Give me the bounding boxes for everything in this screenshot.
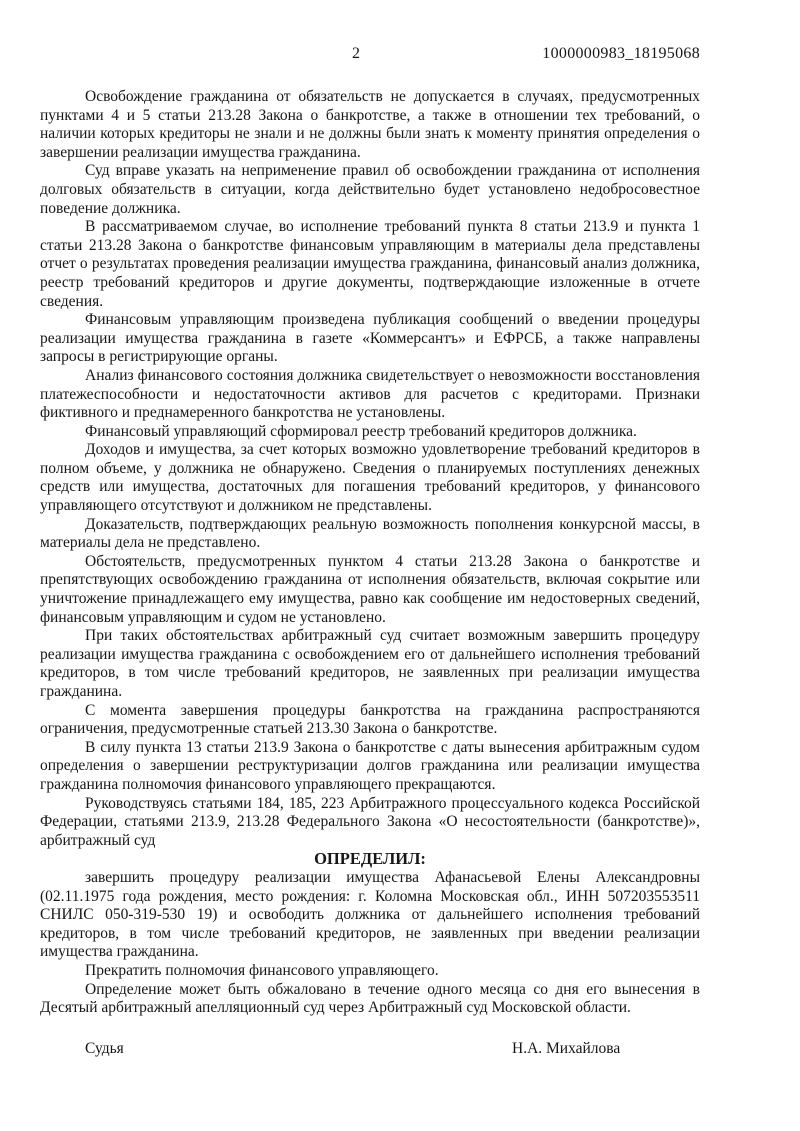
- paragraph-court-conclusion: При таких обстоятельствах арбитражный суд считает возможным завершить процедуру реализации имущества гражданина с освобождением его от дальнейшего исполнения требований кредиторов, в том числе требований кредиторов, не заявленных при реализации имущества гражданина.: [40, 627, 700, 700]
- paragraph-financial-analysis: Анализ финансового состояния должника свидетельствует о невозможности восстановления платежеспособности и недостаточности активов для расчетов с кредиторами. Признаки фиктивного и преднамеренного банкротства не установлены.: [40, 366, 700, 422]
- paragraph-no-obstacles: Обстоятельств, предусмотренных пунктом 4 статьи 213.28 Закона о банкротстве и препятствующих освобождению гражданина от исполнения обязательств, включая сокрытие или уничтожение принадлежащего ему имущества, равно как сообщение им недостоверных сведений, финансовым управляющим и судом не установлено.: [40, 552, 700, 626]
- ruling-heading: ОПРЕДЕЛИЛ:: [314, 849, 426, 869]
- ruling-paragraph-complete-procedure: завершить процедуру реализации имущества Афанасьевой Елены Александровны (02.11.1975 года рождения, место рождения: г. Коломна Московская обл., ИНН 507203553511 СНИЛС 050-319-530 19) и освободить должника от дальнейшего исполнения требований кредиторов, в том числе требований кредиторов, не заявленных при введении реализации имущества гражданина.: [40, 868, 700, 961]
- paragraph-court-right: Суд вправе указать на неприменение правил об освобождении гражданина от исполнения долговых обязательств в ситуации, когда действительно будет установлено недобросовестное поведение должника.: [40, 162, 700, 217]
- document-body: [40, 88, 700, 1060]
- paragraph-manager-termination-law: В силу пункта 13 статьи 213.9 Закона о банкротстве с даты вынесения арбитражным судом определения о завершении реструктуризации долгов гражданина или реализации имущества гражданина полномочия финансового управляющего прекращаются.: [40, 738, 700, 793]
- ruling-paragraph-terminate-manager: Прекратить полномочия финансового управляющего.: [85, 961, 439, 979]
- judge-name: Н.А. Михайлова: [512, 1039, 621, 1057]
- signature-row: [40, 1040, 700, 1060]
- paragraph-discharge-exceptions: Освобождение гражданина от обязательств не допускается в случаях, предусмотренных пунктами 4 и 5 статьи 213.28 Закона о банкротстве, а также в отношении тех требований, о наличии которых кредиторы не знали и не должны были знать к моменту принятия определения о завершении реализации имущества гражданина.: [40, 88, 700, 161]
- document-id: 1000000983_18195068: [542, 45, 700, 62]
- paragraph-no-evidence: Доказательств, подтверждающих реальную возможность пополнения конкурсной массы, в материалы дела не представлено.: [40, 515, 700, 552]
- judge-label: Судья: [85, 1039, 124, 1057]
- ruling-paragraph-appeal: Определение может быть обжаловано в течение одного месяца со дня его вынесения в Десятый арбитражный апелляционный суд через Арбитражный суд Московской области.: [40, 980, 700, 1017]
- paragraph-case-documents: В рассматриваемом случае, во исполнение требований пункта 8 статьи 213.9 и пункта 1 статьи 213.28 Закона о банкротстве финансовым управляющим в материалы дела представлены отчет о результатах проведения реализации имущества гражданина, финансовый анализ должника, реестр требований кредиторов и другие документы, подтверждающие изложенные в отчете сведения.: [40, 218, 700, 310]
- page-header: [0, 0, 800, 64]
- page-number: 2: [352, 45, 360, 62]
- paragraph-guided-by: Руководствуясь статьями 184, 185, 223 Арбитражного процессуального кодекса Российской Федерации, статьями 213.9, 213.28 Федерального Закона «О несостоятельности (банкротстве)», арбитражный суд: [40, 794, 700, 849]
- paragraph-creditor-register: Финансовый управляющий сформировал реестр требований кредиторов должника.: [85, 422, 637, 440]
- paragraph-no-assets: Доходов и имущества, за счет которых возможно удовлетворение требований кредиторов в полном объеме, у должника не обнаружено. Сведения о планируемых поступлениях денежных средств или имущества, достаточных для погашения требований кредиторов, у финансового управляющего отсутствуют и должником не представлены.: [40, 441, 700, 515]
- paragraph-publication: Финансовым управляющим произведена публикация сообщений о введении процедуры реализации имущества гражданина в газете «Коммерсантъ» и ЕФРСБ, а также направлены запросы в регистрирующие органы.: [40, 311, 700, 366]
- paragraph-restrictions: С момента завершения процедуры банкротства на гражданина распространяются ограничения, предусмотренные статьей 213.30 Закона о банкротстве.: [40, 701, 700, 738]
